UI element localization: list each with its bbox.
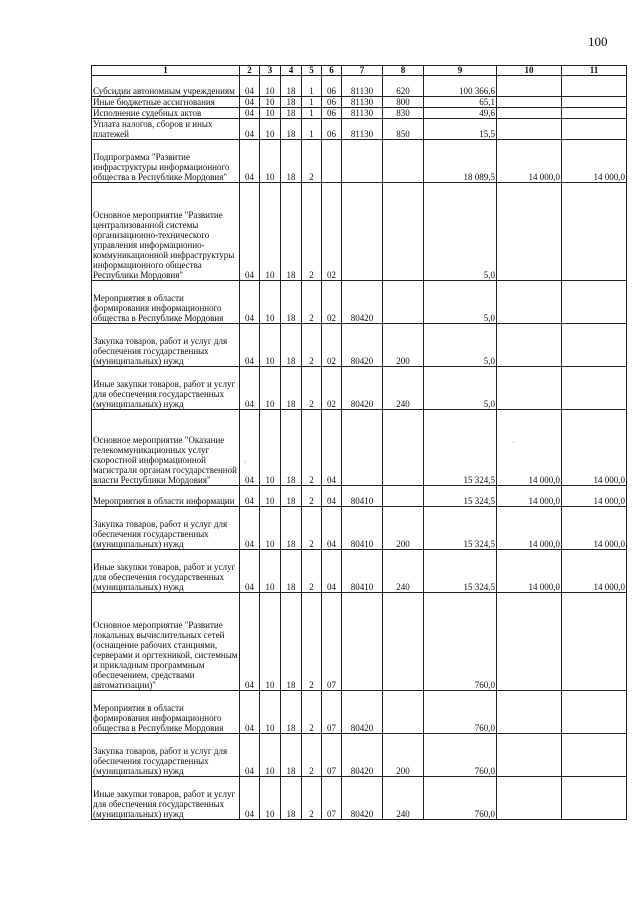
row-name: Закупка товаров, работ и услуг для обеспечения государственных (муниципальных) нужд	[92, 734, 240, 777]
table-row	[92, 97, 627, 108]
row-name: Закупка товаров, работ и услуг для обеспечения государственных (муниципальных) нужд	[92, 507, 240, 550]
cell-amount: 760,0	[424, 691, 497, 734]
cell-amount	[497, 593, 562, 691]
cell-code: 04	[240, 593, 260, 691]
cell-amount	[562, 593, 627, 691]
cell-code: 10	[260, 550, 281, 593]
cell-amount: 18 089,5	[424, 140, 497, 183]
cell-amount: 14 000,0	[562, 486, 627, 507]
column-header: 7	[342, 66, 383, 76]
cell-amount	[562, 76, 627, 97]
cell-code: 04	[240, 507, 260, 550]
table-row	[92, 507, 627, 550]
cell-code: 18	[281, 593, 302, 691]
cell-code: 18	[281, 734, 302, 777]
column-header: 10	[497, 66, 562, 76]
cell-code: 10	[260, 367, 281, 410]
cell-amount	[497, 97, 562, 108]
cell-amount: 14 000,0	[562, 550, 627, 593]
row-name: Уплата налогов, сборов и иных платежей	[92, 119, 240, 140]
table-row	[92, 734, 627, 777]
table-row	[92, 108, 627, 119]
cell-code: 04	[240, 486, 260, 507]
cell-code: 18	[281, 486, 302, 507]
cell-code: 1	[302, 97, 322, 108]
cell-amount: 760,0	[424, 777, 497, 820]
cell-amount: 5,0	[424, 324, 497, 367]
cell-code: 10	[260, 140, 281, 183]
cell-code	[383, 486, 424, 507]
cell-code: 200	[383, 734, 424, 777]
cell-code: 06	[322, 108, 342, 119]
cell-amount	[497, 119, 562, 140]
cell-amount	[562, 119, 627, 140]
cell-amount: 760,0	[424, 593, 497, 691]
cell-code: 80420	[342, 281, 383, 324]
cell-amount: 14 000,0	[562, 507, 627, 550]
cell-code	[342, 140, 383, 183]
cell-code: 81130	[342, 108, 383, 119]
cell-code: 200	[383, 507, 424, 550]
cell-code: 830	[383, 108, 424, 119]
cell-amount: 14 000,0	[562, 410, 627, 486]
cell-amount: 15 324,5	[424, 410, 497, 486]
cell-code: 04	[240, 550, 260, 593]
cell-amount: 65,1	[424, 97, 497, 108]
cell-code: 18	[281, 507, 302, 550]
table-row	[92, 777, 627, 820]
cell-code	[342, 593, 383, 691]
cell-code	[383, 593, 424, 691]
cell-code: 07	[322, 691, 342, 734]
cell-code: 80420	[342, 367, 383, 410]
cell-code: 80420	[342, 777, 383, 820]
cell-amount: 49,6	[424, 108, 497, 119]
cell-code: 07	[322, 593, 342, 691]
cell-code: 06	[322, 76, 342, 97]
cell-code: 04	[240, 97, 260, 108]
scan-speck: ·	[512, 438, 515, 447]
cell-code	[322, 140, 342, 183]
row-name: Иные бюджетные ассигнования	[92, 97, 240, 108]
cell-code: 04	[240, 777, 260, 820]
cell-code: 18	[281, 108, 302, 119]
cell-code: 2	[302, 550, 322, 593]
cell-amount	[497, 777, 562, 820]
cell-code: 850	[383, 119, 424, 140]
cell-code	[383, 410, 424, 486]
cell-code: 240	[383, 367, 424, 410]
table-row	[92, 691, 627, 734]
table-body	[92, 76, 627, 820]
cell-code: 02	[322, 324, 342, 367]
cell-code: 06	[322, 97, 342, 108]
cell-code: 1	[302, 119, 322, 140]
cell-code: 2	[302, 507, 322, 550]
cell-code: 81130	[342, 119, 383, 140]
table-row	[92, 76, 627, 97]
cell-code: 18	[281, 281, 302, 324]
cell-code: 80410	[342, 550, 383, 593]
row-name: Основное мероприятие "Оказание телекоммуникационных услуг скоростной информационной магистрали органам государственной власти Республики Мордовия"	[92, 410, 240, 486]
cell-code: 04	[240, 108, 260, 119]
cell-code: 2	[302, 486, 322, 507]
cell-code: 04	[322, 410, 342, 486]
cell-code: 06	[322, 119, 342, 140]
cell-amount	[562, 734, 627, 777]
cell-code: 1	[302, 108, 322, 119]
cell-code: 07	[322, 777, 342, 820]
cell-amount	[562, 97, 627, 108]
table-row	[92, 281, 627, 324]
cell-code: 2	[302, 367, 322, 410]
cell-code: 04	[240, 183, 260, 281]
cell-code: 04	[240, 367, 260, 410]
cell-code: 18	[281, 140, 302, 183]
cell-code: 10	[260, 777, 281, 820]
cell-code: 10	[260, 486, 281, 507]
cell-amount	[562, 183, 627, 281]
row-name: Субсидии автономным учреждениям	[92, 76, 240, 97]
row-name: Иные закупки товаров, работ и услуг для обеспечения государственных (муниципальных) нужд	[92, 777, 240, 820]
cell-code: 240	[383, 550, 424, 593]
column-header: 3	[260, 66, 281, 76]
cell-amount	[562, 777, 627, 820]
cell-amount	[497, 367, 562, 410]
scan-speck: ·	[244, 458, 247, 467]
cell-amount: 5,0	[424, 183, 497, 281]
cell-code: 200	[383, 324, 424, 367]
cell-code: 18	[281, 777, 302, 820]
cell-code: 2	[302, 777, 322, 820]
row-name: Иные закупки товаров, работ и услуг для обеспечения государственных (муниципальных) нужд	[92, 550, 240, 593]
cell-code: 2	[302, 324, 322, 367]
row-name: Мероприятия в области информации	[92, 486, 240, 507]
table-row	[92, 593, 627, 691]
cell-code: 04	[322, 550, 342, 593]
cell-code: 10	[260, 324, 281, 367]
cell-code: 800	[383, 97, 424, 108]
cell-code: 2	[302, 691, 322, 734]
column-header: 1	[92, 66, 240, 76]
cell-code: 04	[322, 507, 342, 550]
cell-code	[383, 183, 424, 281]
cell-code: 07	[322, 734, 342, 777]
cell-code: 10	[260, 76, 281, 97]
cell-amount: 5,0	[424, 367, 497, 410]
cell-code: 18	[281, 119, 302, 140]
table-row	[92, 550, 627, 593]
cell-amount	[497, 734, 562, 777]
table-row	[92, 367, 627, 410]
cell-amount	[497, 691, 562, 734]
cell-amount	[497, 76, 562, 97]
cell-code: 2	[302, 140, 322, 183]
cell-code: 1	[302, 76, 322, 97]
cell-code: 04	[240, 324, 260, 367]
cell-amount: 14 000,0	[562, 140, 627, 183]
cell-amount: 15 324,5	[424, 507, 497, 550]
column-header: 9	[424, 66, 497, 76]
table-row	[92, 140, 627, 183]
cell-code: 02	[322, 281, 342, 324]
cell-code: 18	[281, 324, 302, 367]
cell-code: 10	[260, 507, 281, 550]
row-name: Исполнение судебных актов	[92, 108, 240, 119]
table-row	[92, 183, 627, 281]
cell-code: 81130	[342, 97, 383, 108]
cell-code: 2	[302, 183, 322, 281]
cell-code: 04	[240, 691, 260, 734]
cell-code: 18	[281, 410, 302, 486]
cell-code: 81130	[342, 76, 383, 97]
cell-code: 2	[302, 593, 322, 691]
cell-code: 10	[260, 281, 281, 324]
row-name: Мероприятия в области формирования информационного общества в Республике Мордовия	[92, 691, 240, 734]
cell-code: 10	[260, 108, 281, 119]
cell-code: 10	[260, 97, 281, 108]
cell-code: 80420	[342, 324, 383, 367]
cell-code: 04	[240, 119, 260, 140]
page-number: 100	[588, 34, 608, 49]
cell-code	[383, 140, 424, 183]
cell-code	[383, 691, 424, 734]
cell-amount	[562, 367, 627, 410]
table-row	[92, 486, 627, 507]
cell-code: 80410	[342, 486, 383, 507]
cell-code: 2	[302, 734, 322, 777]
cell-code: 02	[322, 367, 342, 410]
cell-code: 04	[240, 734, 260, 777]
cell-code: 620	[383, 76, 424, 97]
row-name: Основное мероприятие "Развитие централизованной системы организационно-технического управления информационно-коммуникационной инфраструктуры информационного общества Республики Мордовия"	[92, 183, 240, 281]
cell-amount	[562, 108, 627, 119]
cell-code: 10	[260, 734, 281, 777]
cell-amount: 760,0	[424, 734, 497, 777]
cell-code: 10	[260, 691, 281, 734]
cell-code: 10	[260, 410, 281, 486]
cell-code: 2	[302, 281, 322, 324]
cell-code: 2	[302, 410, 322, 486]
table-row	[92, 410, 627, 486]
cell-code: 18	[281, 367, 302, 410]
table-row	[92, 324, 627, 367]
cell-amount	[497, 324, 562, 367]
cell-code: 240	[383, 777, 424, 820]
cell-amount: 15,5	[424, 119, 497, 140]
header-row	[92, 66, 627, 76]
cell-amount: 14 000,0	[497, 410, 562, 486]
cell-amount: 100 366,6	[424, 76, 497, 97]
cell-amount: 15 324,5	[424, 486, 497, 507]
cell-amount	[562, 324, 627, 367]
cell-code: 18	[281, 183, 302, 281]
cell-amount: 14 000,0	[497, 140, 562, 183]
cell-code: 18	[281, 97, 302, 108]
row-name: Иные закупки товаров, работ и услуг для обеспечения государственных (муниципальных) нужд	[92, 367, 240, 410]
cell-amount	[562, 281, 627, 324]
cell-code: 18	[281, 76, 302, 97]
cell-amount	[562, 691, 627, 734]
row-name: Закупка товаров, работ и услуг для обеспечения государственных (муниципальных) нужд	[92, 324, 240, 367]
budget-table	[91, 65, 627, 820]
cell-code: 18	[281, 691, 302, 734]
cell-code: 04	[240, 281, 260, 324]
cell-code: 10	[260, 183, 281, 281]
cell-code: 10	[260, 593, 281, 691]
table-row	[92, 119, 627, 140]
cell-code: 10	[260, 119, 281, 140]
row-name: Мероприятия в области формирования информационного общества в Республике Мордовия	[92, 281, 240, 324]
cell-amount: 5,0	[424, 281, 497, 324]
column-header: 11	[562, 66, 627, 76]
column-header: 6	[322, 66, 342, 76]
cell-code: 04	[240, 410, 260, 486]
cell-amount: 14 000,0	[497, 550, 562, 593]
cell-amount	[497, 183, 562, 281]
row-name: Основное мероприятие "Развитие локальных вычислительных сетей (оснащение рабочих станциями, серверами и оргтехникой, системным и прикладным программным обеспечением, средствами автоматизации)"	[92, 593, 240, 691]
cell-amount	[497, 281, 562, 324]
cell-code: 04	[240, 140, 260, 183]
cell-amount: 14 000,0	[497, 486, 562, 507]
cell-code: 04	[322, 486, 342, 507]
column-header: 8	[383, 66, 424, 76]
column-header: 2	[240, 66, 260, 76]
cell-code	[342, 410, 383, 486]
cell-code	[342, 183, 383, 281]
cell-code: 02	[322, 183, 342, 281]
cell-code: 18	[281, 550, 302, 593]
cell-code	[383, 281, 424, 324]
cell-amount	[497, 108, 562, 119]
column-header: 5	[302, 66, 322, 76]
cell-code: 04	[240, 76, 260, 97]
cell-amount: 15 324,5	[424, 550, 497, 593]
column-header: 4	[281, 66, 302, 76]
cell-code: 80410	[342, 507, 383, 550]
cell-code: 80420	[342, 691, 383, 734]
cell-code: 80420	[342, 734, 383, 777]
cell-amount: 14 000,0	[497, 507, 562, 550]
row-name: Подпрограмма "Развитие инфраструктуры информационного общества в Республике Мордовия"	[92, 140, 240, 183]
